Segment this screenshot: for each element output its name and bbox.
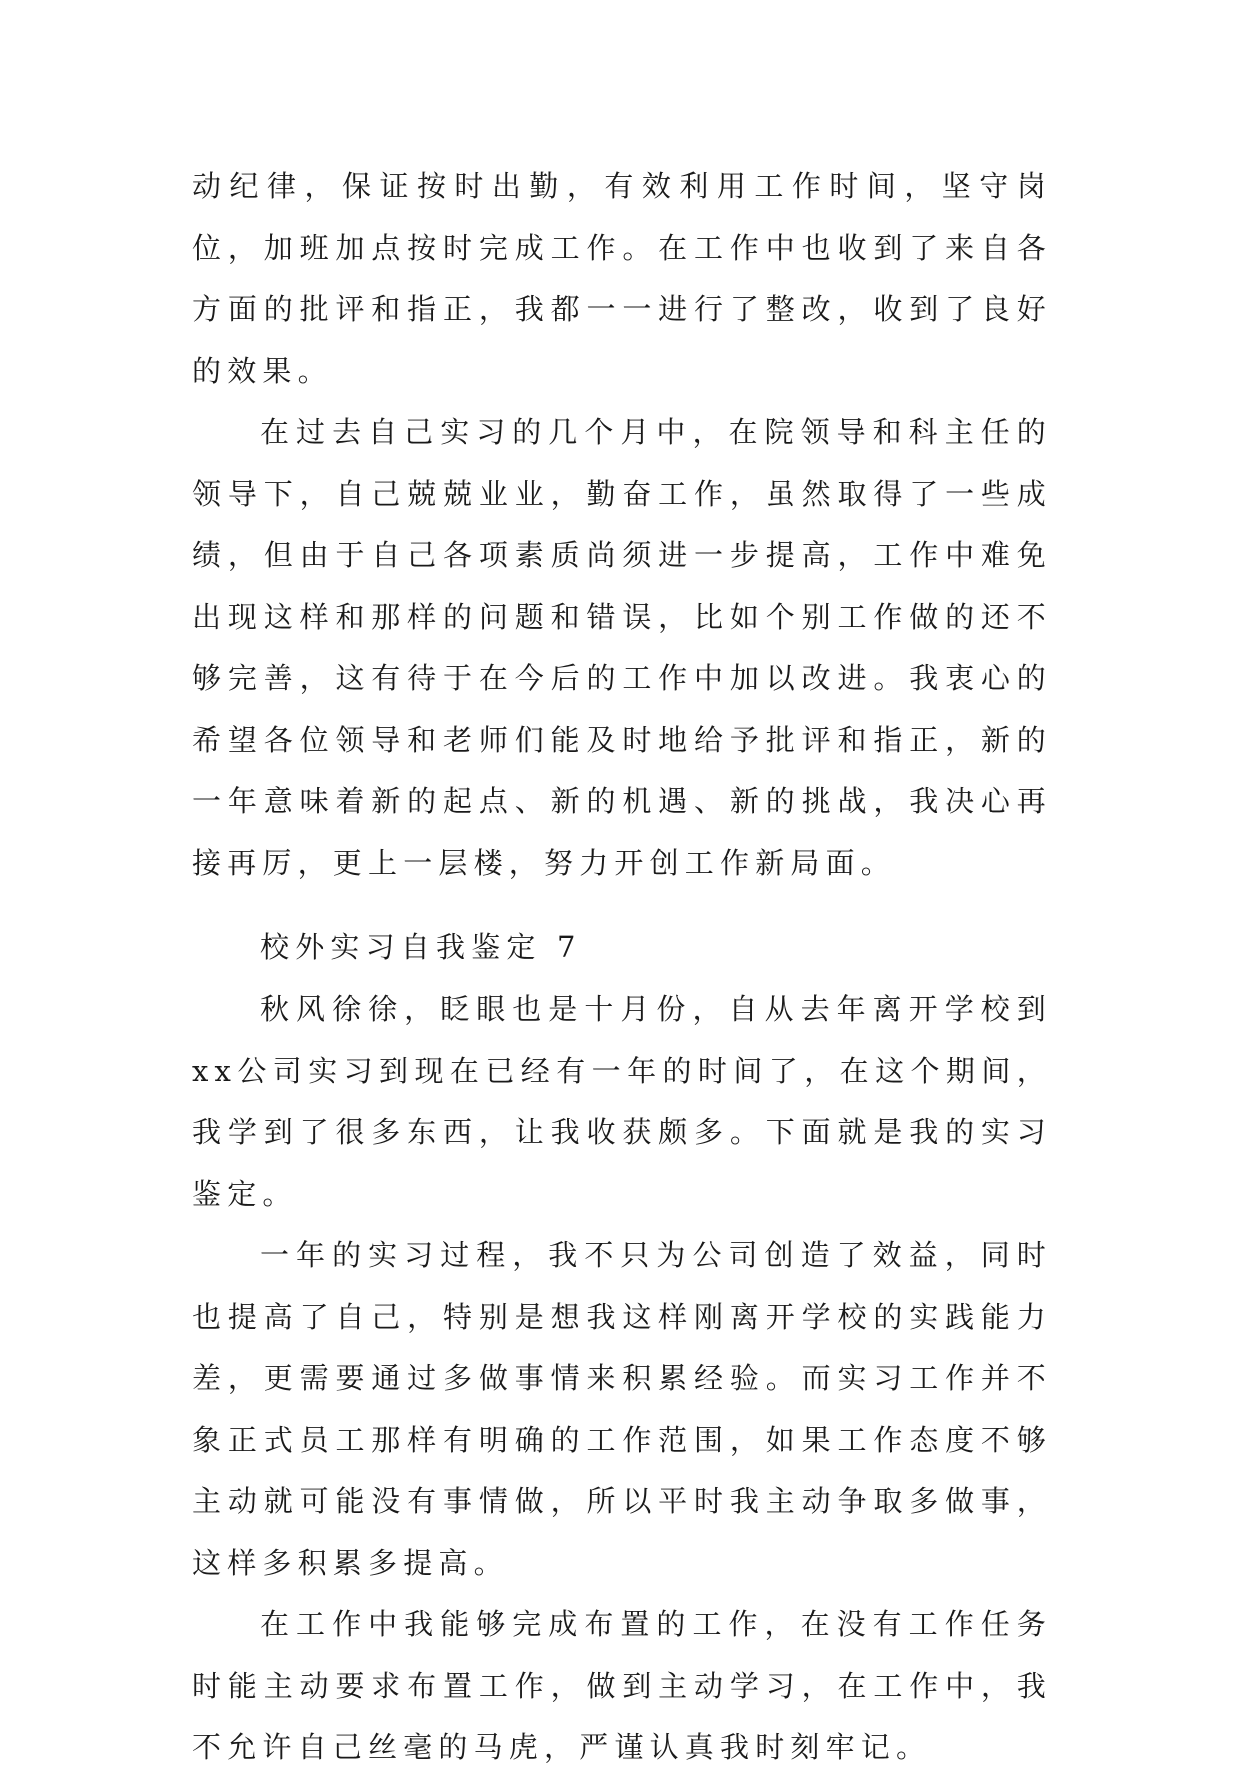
paragraph: 一年的实习过程，我不只为公司创造了效益，同时也提高了自己，特别是想我这样刚离开学校的实践能力差，更需要通过多做事情来积累经验。而实习工作并不象正式员工那样有明确的工作范围，如果工作态度不够主动就可能没有事情做，所以平时我主动争取多做事，这样多积累多提高。 [192, 1238, 1052, 1580]
section-body [192, 979, 1052, 1779]
paragraph: 秋风徐徐，眨眼也是十月份，自从去年离开学校到xx公司实习到现在已经有一年的时间了，在这个期间，我学到了很多东西，让我收获颇多。下面就是我的实习鉴定。 [192, 992, 1052, 1211]
section-heading: 校外实习自我鉴定 7 [260, 930, 582, 964]
paragraph: 动纪律，保证按时出勤，有效利用工作时间，坚守岗位，加班加点按时完成工作。在工作中也收到了来自各方面的批评和指正，我都一一进行了整改，收到了良好的效果。 [192, 169, 1052, 388]
paragraph: 在过去自己实习的几个月中，在院领导和科主任的领导下，自己兢兢业业，勤奋工作，虽然取得了一些成绩，但由于自己各项素质尚须进一步提高，工作中难免出现这样和那样的问题和错误，比如个别工作做的还不够完善，这有待于在今后的工作中加以改进。我衷心的希望各位领导和老师们能及时地给予批评和指正，新的一年意味着新的起点、新的机遇、新的挑战，我决心再接再厉，更上一层楼，努力开创工作新局面。 [192, 415, 1052, 880]
paragraph: 在工作中我能够完成布置的工作，在没有工作任务时能主动要求布置工作，做到主动学习，在工作中，我不允许自己丝毫的马虎，严谨认真我时刻牢记。 [192, 1607, 1052, 1764]
section-continued-text [192, 156, 1052, 894]
